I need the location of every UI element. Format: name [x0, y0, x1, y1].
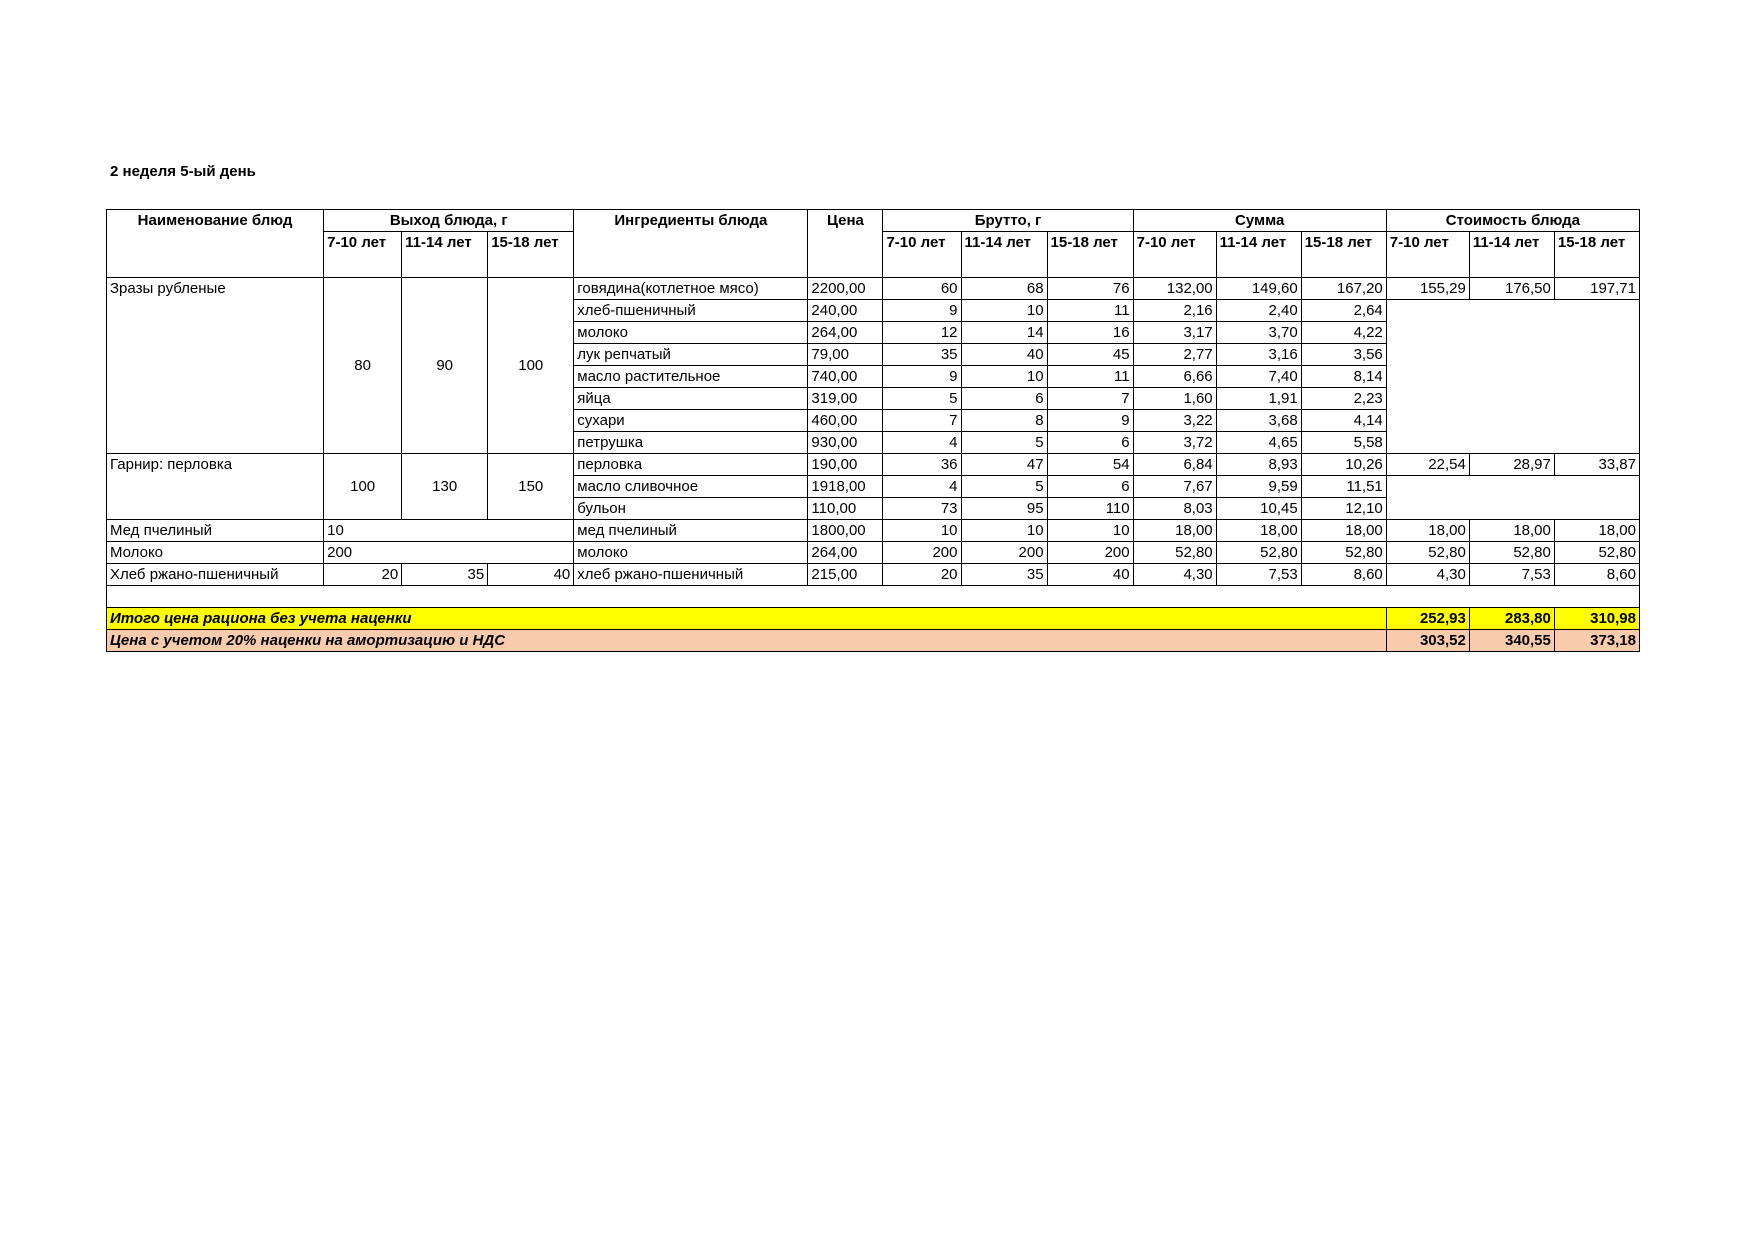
brutto-value: 9 — [1047, 410, 1133, 432]
sum-value: 4,65 — [1216, 432, 1301, 454]
dish-yield: 150 — [488, 454, 574, 520]
sum-value: 2,64 — [1301, 300, 1386, 322]
age-header: 7-10 лет — [1133, 232, 1216, 278]
ingredient-name: перловка — [574, 454, 808, 476]
sum-value: 8,14 — [1301, 366, 1386, 388]
brutto-value: 10 — [1047, 520, 1133, 542]
header-cost: Стоимость блюда — [1386, 210, 1639, 232]
dish-name: Хлеб ржано-пшеничный — [107, 564, 324, 586]
sum-value: 7,53 — [1216, 564, 1301, 586]
sum-value: 3,70 — [1216, 322, 1301, 344]
menu-cost-table — [106, 209, 1640, 652]
sum-value: 7,40 — [1216, 366, 1301, 388]
ingredient-name: молоко — [574, 322, 808, 344]
dish-yield: 10 — [324, 520, 574, 542]
cost-value: 18,00 — [1554, 520, 1639, 542]
brutto-value: 47 — [961, 454, 1047, 476]
dish-yield: 40 — [488, 564, 574, 586]
age-header: 7-10 лет — [1386, 232, 1469, 278]
ingredient-name: сухари — [574, 410, 808, 432]
brutto-value: 45 — [1047, 344, 1133, 366]
sum-value: 4,30 — [1133, 564, 1216, 586]
brutto-value: 36 — [883, 454, 961, 476]
sum-value: 4,14 — [1301, 410, 1386, 432]
sum-value: 2,77 — [1133, 344, 1216, 366]
age-header: 11-14 лет — [1216, 232, 1301, 278]
sum-value: 3,22 — [1133, 410, 1216, 432]
brutto-value: 16 — [1047, 322, 1133, 344]
sum-value: 52,80 — [1133, 542, 1216, 564]
cost-blank — [1386, 476, 1639, 520]
sum-value: 8,03 — [1133, 498, 1216, 520]
ingredient-name: мед пчелиный — [574, 520, 808, 542]
sum-value: 3,17 — [1133, 322, 1216, 344]
sum-value: 132,00 — [1133, 278, 1216, 300]
brutto-value: 8 — [961, 410, 1047, 432]
age-header: 11-14 лет — [961, 232, 1047, 278]
sum-value: 1,91 — [1216, 388, 1301, 410]
cost-value: 197,71 — [1554, 278, 1639, 300]
age-header: 7-10 лет — [324, 232, 402, 278]
header-ingredients-blank — [574, 232, 808, 278]
ingredient-price: 1800,00 — [808, 520, 883, 542]
sum-value: 8,60 — [1301, 564, 1386, 586]
empty-row — [107, 586, 1640, 608]
brutto-value: 10 — [883, 520, 961, 542]
brutto-value: 6 — [1047, 432, 1133, 454]
cost-value: 52,80 — [1386, 542, 1469, 564]
ingredient-name: говядина(котлетное мясо) — [574, 278, 808, 300]
dish-yield: 200 — [324, 542, 574, 564]
age-header: 15-18 лет — [1301, 232, 1386, 278]
sum-value: 12,10 — [1301, 498, 1386, 520]
cost-value: 176,50 — [1469, 278, 1554, 300]
ingredient-name: хлеб ржано-пшеничный — [574, 564, 808, 586]
brutto-value: 60 — [883, 278, 961, 300]
sum-value: 8,93 — [1216, 454, 1301, 476]
brutto-value: 9 — [883, 300, 961, 322]
sum-value: 11,51 — [1301, 476, 1386, 498]
dish-yield: 90 — [402, 278, 488, 454]
sum-value: 18,00 — [1216, 520, 1301, 542]
totals-value: 310,98 — [1554, 608, 1639, 630]
cost-value: 33,87 — [1554, 454, 1639, 476]
ingredient-price: 460,00 — [808, 410, 883, 432]
sum-value: 52,80 — [1301, 542, 1386, 564]
ingredient-price: 190,00 — [808, 454, 883, 476]
empty-cell — [107, 586, 1640, 608]
ingredient-name: масло сливочное — [574, 476, 808, 498]
brutto-value: 7 — [883, 410, 961, 432]
sum-value: 10,26 — [1301, 454, 1386, 476]
sum-value: 7,67 — [1133, 476, 1216, 498]
ingredient-price: 79,00 — [808, 344, 883, 366]
ingredient-name: хлеб-пшеничный — [574, 300, 808, 322]
table-row — [107, 520, 1640, 542]
brutto-value: 200 — [1047, 542, 1133, 564]
brutto-value: 5 — [961, 476, 1047, 498]
brutto-value: 54 — [1047, 454, 1133, 476]
table-row — [107, 564, 1640, 586]
brutto-value: 4 — [883, 432, 961, 454]
ingredient-price: 1918,00 — [808, 476, 883, 498]
sum-value: 2,16 — [1133, 300, 1216, 322]
ingredient-name: петрушка — [574, 432, 808, 454]
ingredient-price: 110,00 — [808, 498, 883, 520]
sum-value: 2,23 — [1301, 388, 1386, 410]
sum-value: 3,56 — [1301, 344, 1386, 366]
age-header: 11-14 лет — [402, 232, 488, 278]
markup-label: Цена с учетом 20% наценки на амортизацию и НДС — [107, 630, 1387, 652]
cost-value: 18,00 — [1469, 520, 1554, 542]
brutto-value: 10 — [961, 300, 1047, 322]
brutto-value: 40 — [1047, 564, 1133, 586]
brutto-value: 11 — [1047, 300, 1133, 322]
brutto-value: 110 — [1047, 498, 1133, 520]
header-sum: Сумма — [1133, 210, 1386, 232]
brutto-value: 35 — [961, 564, 1047, 586]
header-price-blank — [808, 232, 883, 278]
ingredient-price: 264,00 — [808, 322, 883, 344]
dish-yield: 20 — [324, 564, 402, 586]
page-title: 2 неделя 5-ый день — [110, 163, 256, 180]
totals-value: 283,80 — [1469, 608, 1554, 630]
ingredient-name: лук репчатый — [574, 344, 808, 366]
brutto-value: 73 — [883, 498, 961, 520]
brutto-value: 5 — [883, 388, 961, 410]
cost-blank — [1386, 300, 1639, 454]
ingredient-name: бульон — [574, 498, 808, 520]
ingredient-price: 930,00 — [808, 432, 883, 454]
brutto-value: 10 — [961, 366, 1047, 388]
totals-value: 252,93 — [1386, 608, 1469, 630]
sum-value: 6,84 — [1133, 454, 1216, 476]
sum-value: 9,59 — [1216, 476, 1301, 498]
ingredient-price: 2200,00 — [808, 278, 883, 300]
brutto-value: 9 — [883, 366, 961, 388]
table-row — [107, 454, 1640, 476]
sum-value: 18,00 — [1301, 520, 1386, 542]
ingredient-name: яйца — [574, 388, 808, 410]
brutto-value: 4 — [883, 476, 961, 498]
header-dish: Наименование блюд — [107, 210, 324, 232]
dish-name: Зразы рубленые — [107, 278, 324, 454]
sum-value: 5,58 — [1301, 432, 1386, 454]
brutto-value: 12 — [883, 322, 961, 344]
markup-value: 340,55 — [1469, 630, 1554, 652]
dish-yield: 35 — [402, 564, 488, 586]
brutto-value: 20 — [883, 564, 961, 586]
brutto-value: 95 — [961, 498, 1047, 520]
header-yield: Выход блюда, г — [324, 210, 574, 232]
cost-value: 155,29 — [1386, 278, 1469, 300]
brutto-value: 10 — [961, 520, 1047, 542]
dish-name: Молоко — [107, 542, 324, 564]
sum-value: 1,60 — [1133, 388, 1216, 410]
ingredient-name: молоко — [574, 542, 808, 564]
header-ingredients: Ингредиенты блюда — [574, 210, 808, 232]
dish-name: Гарнир: перловка — [107, 454, 324, 520]
age-header: 15-18 лет — [1554, 232, 1639, 278]
brutto-value: 200 — [961, 542, 1047, 564]
cost-value: 28,97 — [1469, 454, 1554, 476]
header-dish-blank — [107, 232, 324, 278]
sum-value: 52,80 — [1216, 542, 1301, 564]
sum-value: 18,00 — [1133, 520, 1216, 542]
ingredient-price: 240,00 — [808, 300, 883, 322]
brutto-value: 76 — [1047, 278, 1133, 300]
cost-value: 52,80 — [1554, 542, 1639, 564]
sum-value: 4,22 — [1301, 322, 1386, 344]
brutto-value: 68 — [961, 278, 1047, 300]
sum-value: 10,45 — [1216, 498, 1301, 520]
totals-row — [107, 608, 1640, 630]
brutto-value: 5 — [961, 432, 1047, 454]
cost-value: 52,80 — [1469, 542, 1554, 564]
dish-yield: 80 — [324, 278, 402, 454]
table-row — [107, 278, 1640, 300]
dish-yield: 100 — [324, 454, 402, 520]
brutto-value: 35 — [883, 344, 961, 366]
dish-yield: 130 — [402, 454, 488, 520]
sum-value: 149,60 — [1216, 278, 1301, 300]
brutto-value: 40 — [961, 344, 1047, 366]
dish-yield: 100 — [488, 278, 574, 454]
age-header: 7-10 лет — [883, 232, 961, 278]
age-header: 15-18 лет — [488, 232, 574, 278]
brutto-value: 14 — [961, 322, 1047, 344]
age-header: 15-18 лет — [1047, 232, 1133, 278]
sum-value: 6,66 — [1133, 366, 1216, 388]
header-price: Цена — [808, 210, 883, 232]
cost-value: 4,30 — [1386, 564, 1469, 586]
cost-value: 18,00 — [1386, 520, 1469, 542]
ingredient-price: 215,00 — [808, 564, 883, 586]
ingredient-name: масло растительное — [574, 366, 808, 388]
sum-value: 167,20 — [1301, 278, 1386, 300]
cost-value: 8,60 — [1554, 564, 1639, 586]
markup-value: 303,52 — [1386, 630, 1469, 652]
totals-label: Итого цена рациона без учета наценки — [107, 608, 1387, 630]
sum-value: 3,16 — [1216, 344, 1301, 366]
header-brutto: Брутто, г — [883, 210, 1133, 232]
sum-value: 2,40 — [1216, 300, 1301, 322]
sum-value: 3,72 — [1133, 432, 1216, 454]
table-body — [107, 278, 1640, 652]
brutto-value: 200 — [883, 542, 961, 564]
brutto-value: 11 — [1047, 366, 1133, 388]
table-row — [107, 542, 1640, 564]
ingredient-price: 740,00 — [808, 366, 883, 388]
cost-value: 7,53 — [1469, 564, 1554, 586]
brutto-value: 6 — [961, 388, 1047, 410]
brutto-value: 6 — [1047, 476, 1133, 498]
brutto-value: 7 — [1047, 388, 1133, 410]
ingredient-price: 264,00 — [808, 542, 883, 564]
markup-row — [107, 630, 1640, 652]
sum-value: 3,68 — [1216, 410, 1301, 432]
age-header: 11-14 лет — [1469, 232, 1554, 278]
ingredient-price: 319,00 — [808, 388, 883, 410]
cost-value: 22,54 — [1386, 454, 1469, 476]
dish-name: Мед пчелиный — [107, 520, 324, 542]
markup-value: 373,18 — [1554, 630, 1639, 652]
